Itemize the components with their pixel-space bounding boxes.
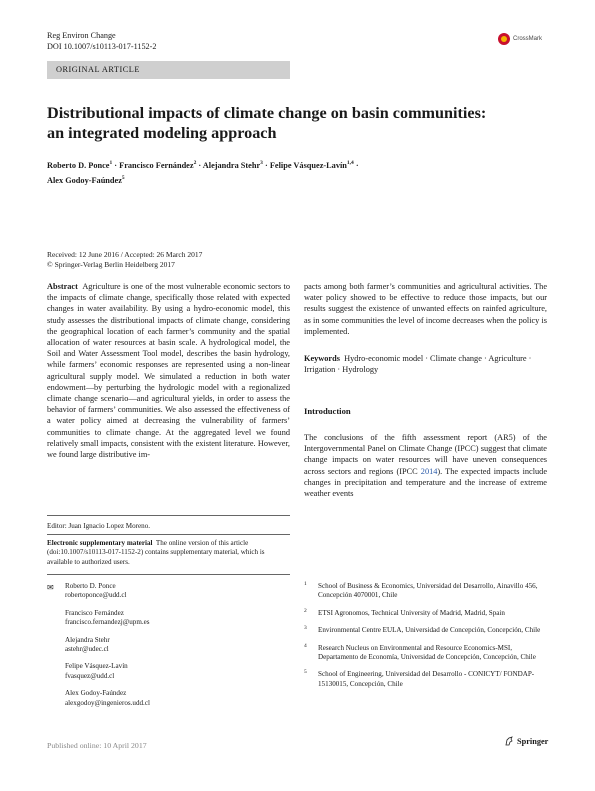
footnote-divider <box>47 515 290 516</box>
author-affiliation-ref: 2 <box>193 160 197 166</box>
author-affiliation-ref: 5 <box>121 174 125 181</box>
contact-email[interactable]: fvasquez@udd.cl <box>65 671 115 680</box>
crossmark-badge[interactable] <box>498 33 542 45</box>
crossmark-label: CrossMark <box>513 36 543 42</box>
keywords <box>304 353 547 375</box>
affiliation-text: Environmental Centre EULA, Universidad de Concepción, Concepción, Chile <box>318 626 541 635</box>
author-name[interactable]: Alejandra Stehr <box>202 160 261 170</box>
abstract-label: Abstract <box>47 282 78 291</box>
springer-horse-icon <box>504 736 514 746</box>
contact-name: Alejandra Stehr <box>65 635 110 644</box>
contact-email[interactable]: robertoponce@udd.cl <box>65 591 127 600</box>
footnote-divider <box>47 574 290 575</box>
contact-name: Roberto D. Ponce <box>65 582 116 590</box>
affiliation-item <box>304 644 547 663</box>
contact-email[interactable]: astehr@udec.cl <box>65 645 109 654</box>
publisher-name: Springer <box>517 736 549 746</box>
affiliation-text: School of Business & Economics, Universidad del Desarrollo, Ainavillo 456, Concepción 4070001, Chile <box>318 582 538 600</box>
contact-email[interactable]: francisco.fernandezj@upm.es <box>65 618 150 627</box>
intro-text-part: ). The expected impacts include changes in precipitation and temperature and the increase of extreme weather events <box>304 466 548 499</box>
section-heading-introduction: Introduction <box>304 406 351 416</box>
keywords-label: Keywords <box>304 354 340 363</box>
affiliation-text: ETSI Agronomos, Technical University of Madrid, Madrid, Spain <box>318 608 505 617</box>
article-type-banner: ORIGINAL ARTICLE <box>47 61 290 79</box>
contact-name: Alex Godoy-Faúndez <box>65 689 127 698</box>
affiliation-item <box>304 609 547 618</box>
journal-header <box>47 31 156 52</box>
title-line: Distributional impacts of climate change on basin communities: <box>47 104 487 122</box>
correspondence-list <box>47 582 277 716</box>
author-affiliation-ref: 1 <box>109 160 113 166</box>
affiliation-item <box>304 582 547 601</box>
author-name[interactable]: Roberto D. Ponce <box>47 160 110 170</box>
affiliation-number: 1 <box>304 581 307 587</box>
article-dates <box>47 250 202 269</box>
esm-note <box>47 539 290 567</box>
affiliation-item <box>304 626 547 635</box>
affiliation-list <box>304 582 547 697</box>
article-title <box>47 104 547 143</box>
affiliation-number: 5 <box>304 669 307 676</box>
abstract-text: Agriculture is one of the most vulnerable economic sectors to the impacts of climate change, specifically those related with expected changes in water availability. By using a hydro-economic model, this study assesses the distributional impacts of climate change, considering the geographical location of each farmer’s community and the spatial allocation of water resources at basin scale. A hydrological model, the Soil and Water Assessment Tool model, describes the basin hydrology, while farmers’ economic responses are represented using a non-linear agricultural supply model. We simulated a reduction in both water endowment—by perturbing the hydrologic model with a regionalized climate change scenario—and agricultural yields, in order to assess the behavior of farmers’ communities. We also assessed the effectiveness of a water policy aimed at decreasing the vulnerability of farmers’ communities to climate change. At the aggregated level we found relatively small impacts, consistent with the existent literature. However, we found large distributive im- <box>47 282 290 460</box>
envelope-icon: ✉ <box>47 583 54 592</box>
esm-label: Electronic supplementary material <box>47 539 153 547</box>
published-date: Published online: 10 April 2017 <box>47 741 147 750</box>
author-affiliation-ref: 1,4 <box>346 160 354 166</box>
author-name[interactable]: Alex Godoy-Faúndez <box>47 175 122 185</box>
correspondence-entry <box>65 582 277 601</box>
citation-link[interactable]: 2014 <box>420 466 438 476</box>
received-accepted: Received: 12 June 2016 / Accepted: 26 March 2017 <box>47 250 203 259</box>
correspondence-entry <box>65 609 277 628</box>
editor-note: Editor: Juan Ignacio Lopez Moreno. <box>47 522 151 530</box>
abstract-column-2 <box>304 281 547 337</box>
affiliation-number: 4 <box>304 642 307 649</box>
affiliation-text: School of Engineering, Universidad del Desarrollo - CONICYT/ FONDAP-15130015, Concepción, Chile <box>318 670 535 688</box>
crossmark-icon <box>498 33 510 45</box>
introduction-text <box>304 432 547 499</box>
footnote-divider <box>47 534 290 535</box>
affiliation-number: 2 <box>304 607 307 614</box>
affiliation-text: Research Nucleus on Environmental and Resource Economics-MSI, Departamento de Economía, Universidad de Concepción, Concepción, Chile <box>318 643 536 662</box>
title-line: an integrated modeling approach <box>47 123 277 142</box>
contact-email[interactable]: alexgodoy@ingenieros.udd.cl <box>65 698 150 707</box>
correspondence-entry <box>65 636 277 655</box>
contact-name: Felipe Vásquez-Lavín <box>65 662 128 671</box>
abstract-column-1 <box>47 281 290 460</box>
correspondence-entry <box>65 689 277 708</box>
author-name[interactable]: Francisco Fernández <box>119 160 194 170</box>
journal-name: Reg Environ Change <box>47 31 116 40</box>
intro-text-part: The conclusions of the fifth assessment report (AR5) of the Intergovernmental Panel on Climate Change (IPCC) suggest that climate change impacts on water resources will have uneven consequences across sectors and regions (IPCC <box>304 433 547 476</box>
copyright: © Springer-Verlag Berlin Heidelberg 2017 <box>47 259 175 269</box>
correspondence-entry <box>65 662 277 681</box>
affiliation-number: 3 <box>304 625 307 632</box>
author-list: Roberto D. Ponce$^1$ · Francisco Fernández$^2$ · Alejandra Stehr$^3$ · Felipe Vásquez-Lavín$^{1,4}$ · Alex Godoy-Faúndez$^5$ <box>47 160 359 185</box>
affiliation-item <box>304 670 547 689</box>
author-name[interactable]: Felipe Vásquez-Lavín <box>269 160 347 170</box>
publisher-logo <box>504 736 548 746</box>
abstract-text-continued: pacts among both farmer’s communities and agricultural activities. The water policy showed to be effective to reduce those impacts, but our results suggest the existence of unwanted effects on rainfed agriculture, as in some communities the level of income decreases when the policy is implemented. <box>304 282 547 336</box>
contact-name: Francisco Fernández <box>65 608 124 617</box>
esm-text: The online version of this article (doi:10.1007/s10113-017-1152-2) contains supplementary material, which is available to authorized users. <box>47 539 265 566</box>
keywords-text: Hydro-economic model · Climate change · Agriculture · Irrigation · Hydrology <box>304 354 532 375</box>
doi: DOI 10.1007/s10113-017-1152-2 <box>47 41 157 51</box>
author-affiliation-ref: 3 <box>260 160 263 166</box>
